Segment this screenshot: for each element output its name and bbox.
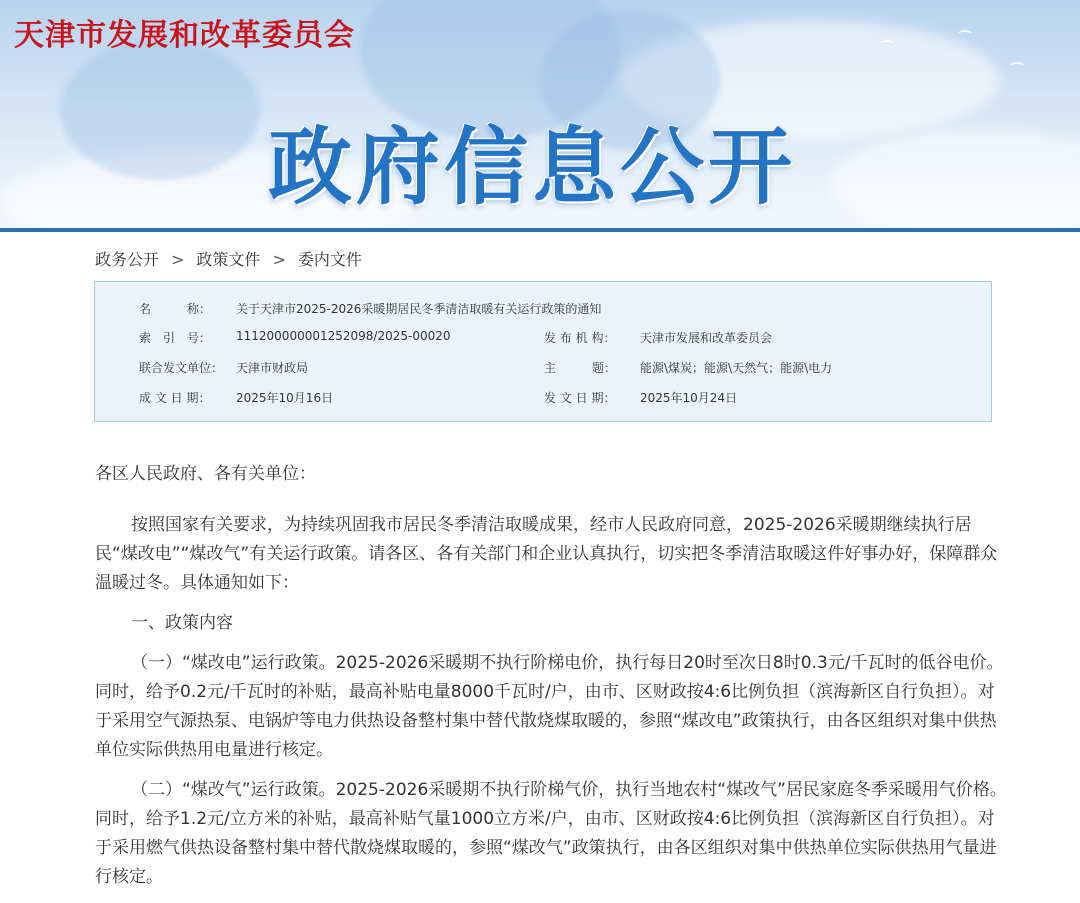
section-heading: 一、政策内容	[131, 613, 233, 633]
document-info-box	[94, 281, 992, 422]
info-value-name: 关于天津市2025-2026采暖期居民冬季清洁取暖有关运行政策的通知	[236, 302, 602, 316]
info-label-topic: 主 题：	[544, 361, 617, 375]
info-value-index: 111200000001252098/2025-00020	[236, 329, 451, 343]
banner-divider	[0, 228, 1080, 232]
info-label-publish-date: 发 文 日 期：	[544, 391, 616, 405]
breadcrumb-item-internal-docs[interactable]: 委内文件	[297, 250, 362, 269]
info-value-publish-date: 2025年10月24日	[640, 391, 738, 405]
info-row-dates	[95, 389, 991, 409]
document-body	[95, 460, 1010, 903]
policy-item-gas: （二）“煤改气”运行政策。2025-2026采暖期不执行阶梯气价，执行当地农村“煤改气”居民家庭冬季采暖用气价格。同时，给予1.2元/立方米的补贴，最高补贴气量1000立方米/户，由市、区财政按4:6比例负担（滨海新区自行负担）。对于采用燃气供热设备整村集中替代散烧煤取暖的，参照“煤改气”政策执行，由各区组织对集中供热单位实际供热用气量进行核定。	[95, 780, 1007, 887]
info-row-joint	[95, 359, 991, 379]
info-value-topic: 能源\煤炭；能源\天然气；能源\电力	[640, 361, 833, 375]
breadcrumb-separator: >	[171, 250, 185, 269]
bird-icon	[1010, 62, 1024, 70]
info-label-written-date: 成 文 日 期：	[139, 391, 211, 405]
breadcrumb-item-policy-docs[interactable]: 政策文件	[196, 250, 261, 269]
breadcrumb-separator: >	[272, 250, 286, 269]
info-label-issuer: 发 布 机 构：	[544, 331, 616, 345]
org-name[interactable]: 天津市发展和改革委员会	[14, 18, 355, 53]
banner-title: 政府信息公开	[268, 118, 797, 216]
banner-flower	[60, 40, 260, 180]
header-banner	[0, 0, 1080, 232]
policy-item-electric: （一）“煤改电”运行政策。2025-2026采暖期不执行阶梯电价，执行每日20时至次日8时0.3元/千瓦时的低谷电价。同时，给予0.2元/千瓦时的补贴，最高补贴电量8000千瓦时/户，由市、区财政按4:6比例负担（滨海新区自行负担）。对于采用空气源热泵、电锅炉等电力供热设备整村集中替代散烧煤取暖的，参照“煤改电”政策执行，由各区组织对集中供热单位实际供热用电量进行核定。	[95, 653, 1004, 760]
info-label-name: 名 称：	[139, 302, 212, 316]
info-row-index	[95, 329, 991, 349]
info-value-written-date: 2025年10月16日	[236, 391, 334, 405]
info-value-joint: 天津市财政局	[236, 361, 309, 375]
info-label-index: 索 引 号：	[139, 331, 212, 345]
info-value-issuer: 天津市发展和改革委员会	[640, 331, 773, 345]
breadcrumb-item-policy-open[interactable]: 政务公开	[95, 250, 160, 269]
salutation: 各区人民政府、各有关单位：	[95, 464, 316, 484]
banner-cloud	[830, 130, 1080, 232]
info-label-joint: 联合发文单位：	[139, 361, 224, 375]
intro-paragraph: 按照国家有关要求，为持续巩固我市居民冬季清洁取暖成果，经市人民政府同意，2025-2026采暖期继续执行居民“煤改电”“煤改气”有关运行政策。请各区、各有关部门和企业认真执行，切实把冬季清洁取暖这件好事办好，保障群众温暖过冬。具体通知如下：	[95, 515, 998, 593]
bird-icon	[880, 40, 894, 48]
bird-icon	[958, 30, 972, 38]
info-row-name	[95, 300, 991, 320]
breadcrumb	[95, 247, 372, 270]
